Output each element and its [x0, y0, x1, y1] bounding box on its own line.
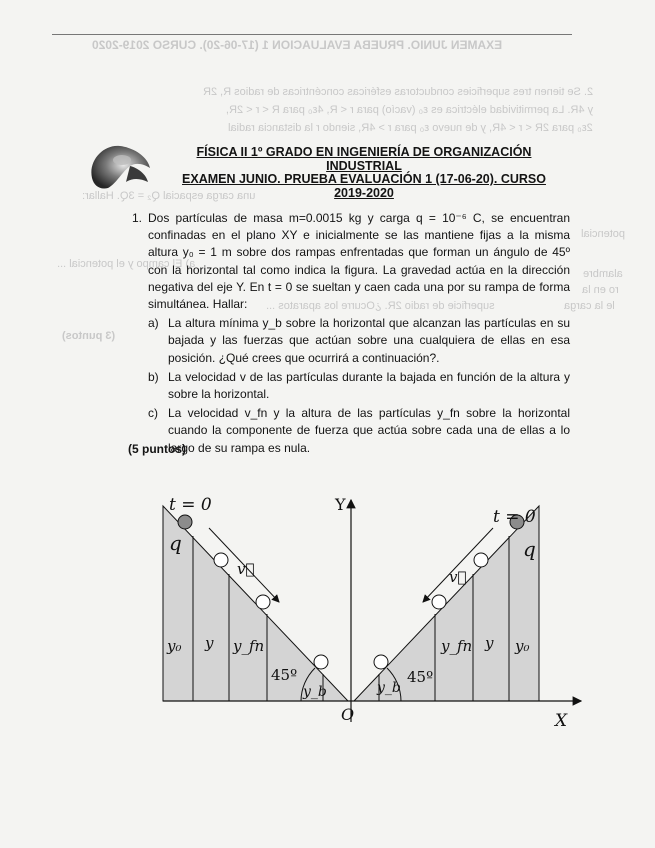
top-rule [52, 34, 572, 35]
bleed-through-line: 2. Se tienen tres superficies conductoras esféricas concéntricas de radios R, 2R [202, 86, 593, 98]
yfn-label-left: y_fn [233, 637, 265, 655]
bleed-through-line: una carga espacial Q₂ = 3Q. Hallar: [81, 190, 255, 202]
origin-label: O [341, 705, 355, 724]
bleed-through-line: (3 puntos) [61, 330, 115, 342]
problem-statement: Dos partículas de masa m=0.0015 kg y carga q = 10⁻⁶ C, se encuentran confinadas en el plano XY e inicialmente se las mantiene fijas a la misma altura y₀ = 1 m sobre dos rampas enfrentadas que forman un ángulo de 45º con la horizontal tal como indica la figura. La gravedad actúa en la dirección negativa del eje Y. En t = 0 se sueltan y caen cada una por su rampa de forma simultánea. Hallar: [148, 211, 570, 312]
angle-label-left: 45º [271, 666, 298, 684]
yfn-label-right: y_fn [441, 637, 473, 655]
item-text: La velocidad v_fn y la altura de las partículas y_fn sobre la horizontal cuando la componente de fuerza que actúa sobre cada una de ellas a lo largo de su rampa es nula. [168, 406, 570, 455]
bleed-through-line: potencial [580, 228, 625, 240]
header-course-line: FÍSICA II 1º GRADO EN INGENIERÍA DE ORGANIZACIÓN INDUSTRIAL [196, 145, 532, 173]
problem-1 [110, 210, 570, 457]
velocity-label-left: v⃗ [237, 560, 255, 578]
particle-position [374, 655, 388, 669]
item-text: La velocidad v de las partículas durante la bajada en función de la altura y sobre la horizontal. [168, 369, 570, 402]
right-ramp [354, 506, 539, 701]
particle-position [474, 553, 488, 567]
bleed-through-line: alambre [583, 268, 623, 280]
item-text: La altura mínima y_b sobre la horizontal que alcanzan las partículas en su bajada y las fuerzas que actúan sobre una cualquiera de ellas en esa posición. ¿Qué crees que ocurrirá a continuación?. [168, 316, 570, 365]
bleed-through-line: a) El campo y el potencial ... [56, 258, 195, 270]
yb-label-right: y_b [377, 680, 401, 696]
yb-label-left: y_b [303, 684, 327, 700]
item-label: c) [148, 406, 158, 421]
y0-label-left: y₀ [167, 637, 182, 655]
problem-number: 1. [131, 211, 142, 225]
particle-position [256, 595, 270, 609]
velocity-label-right: v⃗ [449, 568, 467, 586]
points-label: (5 puntos) [128, 442, 186, 456]
y-label-left: y [205, 634, 214, 652]
charged-particle-left [178, 515, 192, 529]
y0-label-right: y₀ [515, 637, 530, 655]
particle-position [432, 595, 446, 609]
bleed-through-title: EXAMEN JUNIO. PRUEBA EVALUACION 1 (17-06-20). CURSO 2019-2020 [92, 38, 503, 52]
problem-item-b [148, 369, 570, 403]
bleed-through-line: le la carga [564, 300, 615, 312]
problem-item-a [148, 315, 570, 367]
x-axis-label: X [555, 711, 568, 731]
left-ramp [163, 506, 348, 701]
item-label: b) [148, 369, 159, 384]
ramps-figure [155, 494, 595, 734]
item-label: a) [148, 316, 159, 331]
charge-label-left: q [169, 531, 182, 555]
angle-label-right: 45º [407, 668, 434, 686]
university-logo [86, 138, 156, 198]
y-axis-label: Y [335, 495, 346, 514]
bleed-through-line: y 4R. La permitividad eléctrica es ε₀ (vacío) para r < R, 4ε₀ para R < r < 2R, [225, 104, 593, 116]
bleed-through-line: superficie de radio 2R. ¿Ocurre los aparatos ... [266, 300, 495, 312]
bleed-through-line: 2ε₀ para 2R < r < 4R, y de nuevo ε₀ para r > 4R, siendo r la distancia radial [228, 122, 593, 134]
particle-position [214, 553, 228, 567]
particle-position [314, 655, 328, 669]
header-exam-line: EXAMEN JUNIO. PRUEBA EVALUACIÓN 1 (17-06-20). CURSO 2019-2020 [182, 172, 546, 200]
t0-label-left: t = 0 [169, 495, 212, 515]
bleed-through-line: ro en la [582, 284, 619, 296]
y-label-right: y [485, 634, 494, 652]
charge-label-right: q [523, 537, 536, 561]
t0-label-right: t = 0 [493, 507, 536, 527]
